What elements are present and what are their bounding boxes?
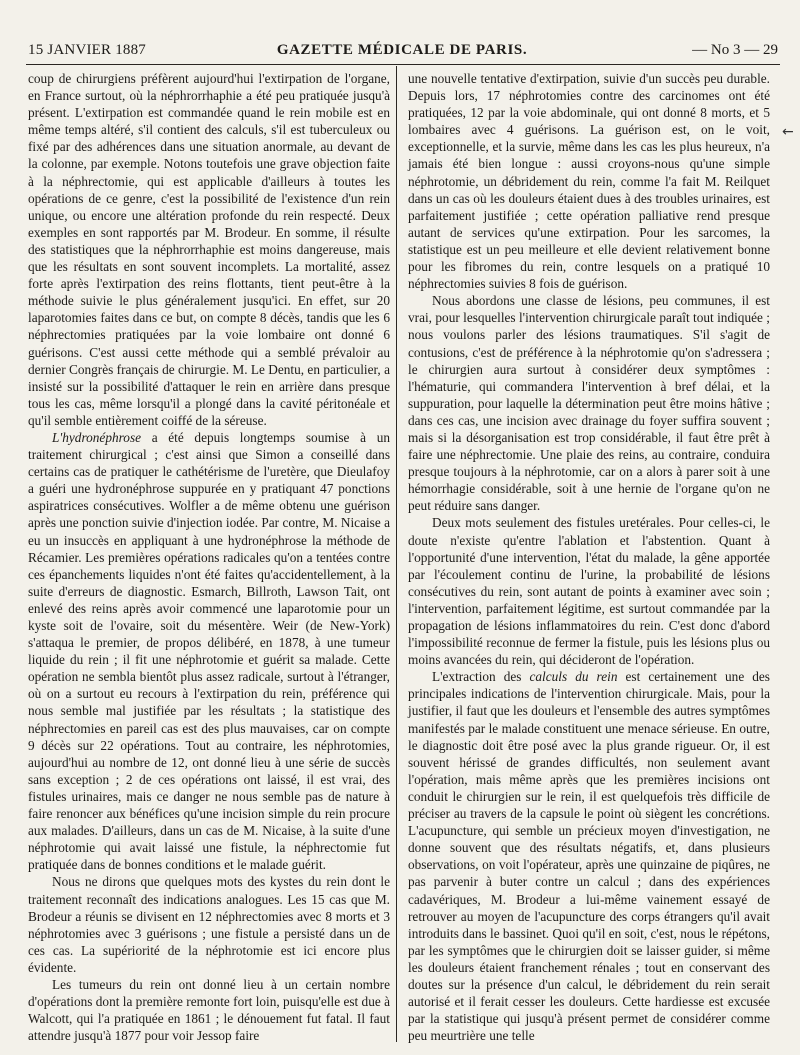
header-issue: — Nᴏ 3 — 29 (692, 42, 778, 58)
margin-mark: ← (782, 124, 794, 140)
paragraph-text: est certainement une des principales indications de l'intervention chirurgicale. Mais, pour la justifier, il faut que les douleurs et l'ensemble des autres symptômes manifestés par le malade constituent une menace sérieuse. En outre, le diagnostic doit être posé avec la plus grande rigueur. Or, il est souvent hérissé de grandes difficultés, non seulement avant l'opération, mais même après que les premières incisions ont conduit le chirurgien sur le rein, il est quelquefois très difficile de préciser au travers de la capsule le point où siègent les concrétions. L'acupuncture, qui semble un précieux moyen d'investigation, ne donne souvent que des résultats négatifs, et, dans plusieurs observations, on voit l'opérateur, après une quinzaine de piqûres, ne pas parvenir à buter contre un calcul ; dans des expériences cadavériques, M. Brodeur a lui-même vainement essayé de retrouver au moyen de l'acupuncture des corps étrangers qu'il avait introduits dans le bassinet. Quoi qu'il en soit, c'est, nous le répétons, par les symptômes que le chirurgien doit se laisser guider, si même les douleurs étaient franchement rénales ; tout en conservant des doutes sur la présence d'un calcul, le débridement du rein serait autorisé et il ferait cesser les douleurs. Cette hardiesse est excusée par la statistique qui jusqu'à présent permet de considérer comme peu meurtrière une telle (408, 669, 770, 1044)
paragraph (28, 976, 390, 1044)
paragraph-text: Deux mots seulement des fistules uretérales. Pour celles-ci, le doute n'existe qu'entre l'ablation et l'abstention. Quant à l'opportunité d'une intervention, l'état du malade, la gêne apportée par l'écoulement continu de l'urine, la probabilité de lésions consécutives du rein, sont autant de points à examiner avec soin ; l'intervention, parfaitement légitime, est surtout commandée par la propagation de lésions inflammatoires du rein. C'est donc d'abord l'impossibilité reconnue de fermer la fistule, puis les lésions plus ou moins avancées du rein, qui décideront de l'opération. (408, 515, 770, 668)
paragraph (408, 514, 770, 668)
paragraph-text: a été depuis longtemps soumise à un traitement chirurgical ; c'est ainsi que Simon a conseillé dans certains cas de pratiquer le cathétérisme de l'uretère, que Dieulafoy a guéri une hydronéphrose suppurée en y pratiquant 47 ponctions aspiratrices consécutives. Wolfler a de même obtenu une guérison après une ponction suivie d'injection iodée. Par contre, M. Nicaise a eu un insuccès en appliquant à une hydronéphrose la méthode de Récamier. Les premières opérations radicales qu'on a tentées contre ces épanchements liquides n'ont été faites qu'accidentellement, à la suite d'erreurs de diagnostic. Esmarch, Billroth, Lawson Tait, ont enlevé des reins après avoir commencé une laparotomie pour un kyste soit de l'ovaire, soit du mésentère. Weir (de New-York) s'attaqua le premier, de propos délibéré, en 1878, à une tumeur liquide du rein ; il fit une néphrotomie et guérit sa malade. Cette opération ne sembla bientôt plus assez radicale, surtout à l'étranger, où on a surtout eu recours à l'extirpation du rein, préférence qui nous semble mal justifiée par les résultats ; la statistique des néphrectomies en pareil cas est des plus mauvaises, car on compte 9 décès sur 22 opérations. Tout au contraire, les néphrotomies, aujourd'hui au nombre de 12, ont donné lieu à une série de succès sans exception ; 2 de ces opérations ont laissé, il est vrai, des fistules urinaires, mais ce danger ne nous semble pas de nature à faire renoncer aux bénéfices qu'une incision simple du rein procure aux malades. D'ailleurs, dans un cas de M. Nicaise, à la suite d'une néphrotomie qui avait laissé une fistule, la néphrectomie fut pratiquée dans de bonnes conditions et le malade guérit. (28, 429, 390, 873)
paragraph-text: Nous abordons une classe de lésions, peu communes, il est vrai, pour lesquelles l'intervention chirurgicale paraît tout indiquée ; nous voulons parler des lésions traumatiques. S'il s'agit de contusions, c'est de préférence à la néphrotomie qu'on s'adressera ; le chirurgien aura surtout à considérer deux symptômes : l'hématurie, qui commandera l'intervention à bref délai, et la suppuration, pour laquelle la détermination peut être moins hâtive ; dans ces cas, une incision avec drainage du foyer suffira souvent ; mais si la désorganisation est trop considérable, il faut être prêt à faire une néphrectomie. Une plaie des reins, au contraire, conduira presque toujours à la néphrotomie, car on a alors à parer soit à une hémorrhagie considérable, soit à une hernie de l'organe qu'on ne peut réduire sans danger. (408, 293, 770, 514)
page-header (26, 42, 778, 64)
paragraph (28, 873, 390, 976)
paragraph (408, 292, 770, 514)
paragraph-lead: L'extraction des (432, 669, 530, 685)
paragraph (28, 70, 390, 429)
paragraph (408, 668, 770, 1044)
paragraph-text: Nous ne dirons que quelques mots des kystes du rein dont le traitement reconnaît des indications analogues. Les 15 cas que M. Brodeur a réunis se divisent en 12 néphrectomies avec 8 morts et 3 néphrotomies avec 3 guérisons ; une fistule a persisté dans un de ces cas. La supériorité de la néphrotomie est ici encore plus évidente. (28, 874, 390, 975)
right-column (408, 70, 770, 1044)
column-divider (396, 66, 397, 1042)
paragraph (28, 429, 390, 873)
header-rule (26, 64, 780, 65)
paragraph (408, 70, 770, 292)
paragraph-italic-term: L'hydronéphrose (52, 429, 142, 445)
paragraph-text: une nouvelle tentative d'extirpation, suivie d'un succès peu durable. Depuis lors, 17 néphrotomies contre des carcinomes ont été pratiquées, 12 par la voie abdominale, qui ont donné 8 morts, et 5 lombaires avec 4 guérisons. La guérison est, on le voit, exceptionnelle, et la survie, même dans les cas les plus heureux, n'a jamais été bien longue : aussi croyons-nous qu'une simple néphrotomie, un débridement du rein, comme l'a fait M. Reilquet dans un cas où les douleurs étaient dues à des troubles urinaires, est parfaitement justifiée ; cette opération palliative rend presque autant de services qu'une extirpation. Pour les sarcomes, la statistique est un peu meilleure et elle devient relativement bonne pour les fibromes du rein, contre lesquels on a pratiqué 10 néphrectomies suivies 8 fois de guérison. (408, 71, 770, 292)
left-column (28, 70, 390, 1044)
header-title: GAZETTE MÉDICALE DE PARIS. (276, 42, 528, 58)
paragraph-text: Les tumeurs du rein ont donné lieu à un certain nombre d'opérations dont la première remonte fort loin, puisqu'elle est due à Walcott, qui l'a pratiquée en 1861 ; le dénouement fut fatal. Il faut attendre jusqu'à 1877 pour voir Jessop faire (28, 976, 390, 1044)
paragraph-text: coup de chirurgiens préfèrent aujourd'hui l'extirpation de l'organe, en France surtout, où la néphrorrhaphie a été peu pratiquée jusqu'à présent. L'extirpation est commandée quand le rein mobile est en même temps altéré, s'il contient des calculs, s'il est tuberculeux ou fixé par des adhérences dans une situation anormale, au devant de la colonne, par exemple. Notons toutefois une grave objection faite à la néphrectomie, qui est applicable d'ailleurs à toutes les opérations de ce genre, c'est la possibilité de l'existence d'un rein unique, ou encore une altération profonde du rein respecté. Deux exemples en sont rapportés par M. Brodeur. En somme, il résulte des statistiques que la néphrorrhaphie est moins dangereuse, mais que les résultats en sont souvent incomplets. La mortalité, assez forte après l'extirpation des reins flottants, tient peut-être à la méthode suivie le plus généralement jusqu'ici. En effet, sur 20 laparotomies faites dans ce but, on compte 8 décès, tandis que les 6 néphrectomies pratiquées par la voie lombaire ont donné 6 guérisons. C'est aussi cette méthode qui a semblé prévaloir au dernier Congrès français de chirurgie. M. Le Dentu, en particulier, a insisté sur la possibilité d'attaquer le rein en arrière dans presque tous les cas, même lorsqu'il a plongé dans la cavité péritonéale et qu'il semble entièrement coiffé de la séreuse. (28, 71, 390, 428)
header-date: 15 JANVIER 1887 (28, 42, 146, 58)
paragraph-italic-term: calculs du rein (529, 669, 618, 685)
